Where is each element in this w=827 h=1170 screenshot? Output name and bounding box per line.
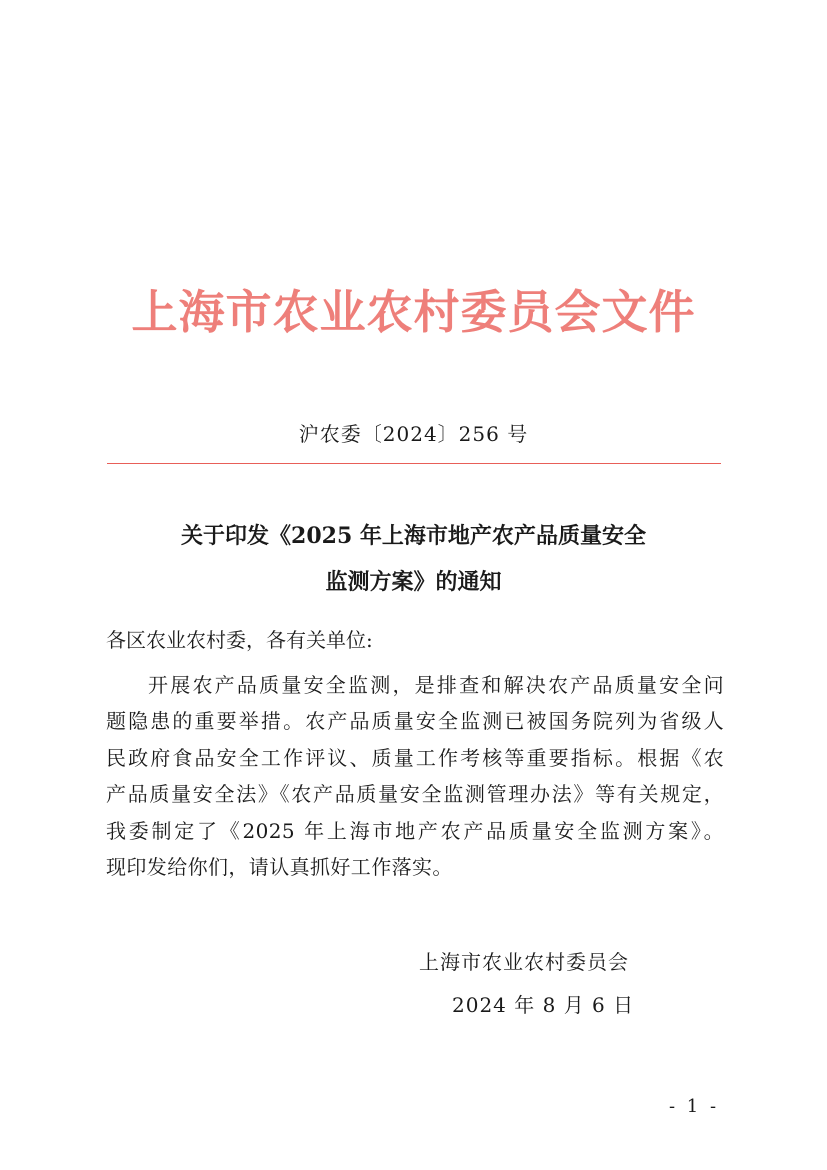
salutation: 各区农业农村委，各有关单位: [106, 628, 373, 652]
body-line: 我委制定了《2025 年上海市地产农产品质量安全监测方案》。 [106, 818, 724, 843]
body-line: 现印发给你们，请认真抓好工作落实。 [106, 855, 453, 880]
document-number: 沪农委〔2024〕256 号 [298, 422, 529, 446]
red-divider-line [107, 463, 721, 464]
body-paragraph [106, 667, 724, 885]
signature-date: 2024 年 8 月 6 日 [452, 993, 635, 1017]
page-number: - 1 - [669, 1096, 720, 1117]
body-line: 题隐患的重要举措。农产品质量安全监测已被国务院列为省级人 [106, 709, 724, 734]
notice-title-line-1: 关于印发《2025 年上海市地产农产品质量安全 [181, 523, 646, 549]
notice-title [0, 513, 827, 605]
body-line: 开展农产品质量安全监测，是排查和解决农产品质量安全问 [148, 673, 724, 697]
body-line: 民政府食品安全工作评议、质量工作考核等重要指标。根据《农 [106, 745, 724, 770]
signature-organization: 上海市农业农村委员会 [419, 950, 629, 974]
document-header-title: 上海市农业农村委员会文件 [131, 285, 696, 339]
notice-title-line-2: 监测方案》的通知 [325, 569, 502, 595]
body-line: 产品质量安全法》《农产品质量安全监测管理办法》等有关规定， [106, 782, 724, 807]
